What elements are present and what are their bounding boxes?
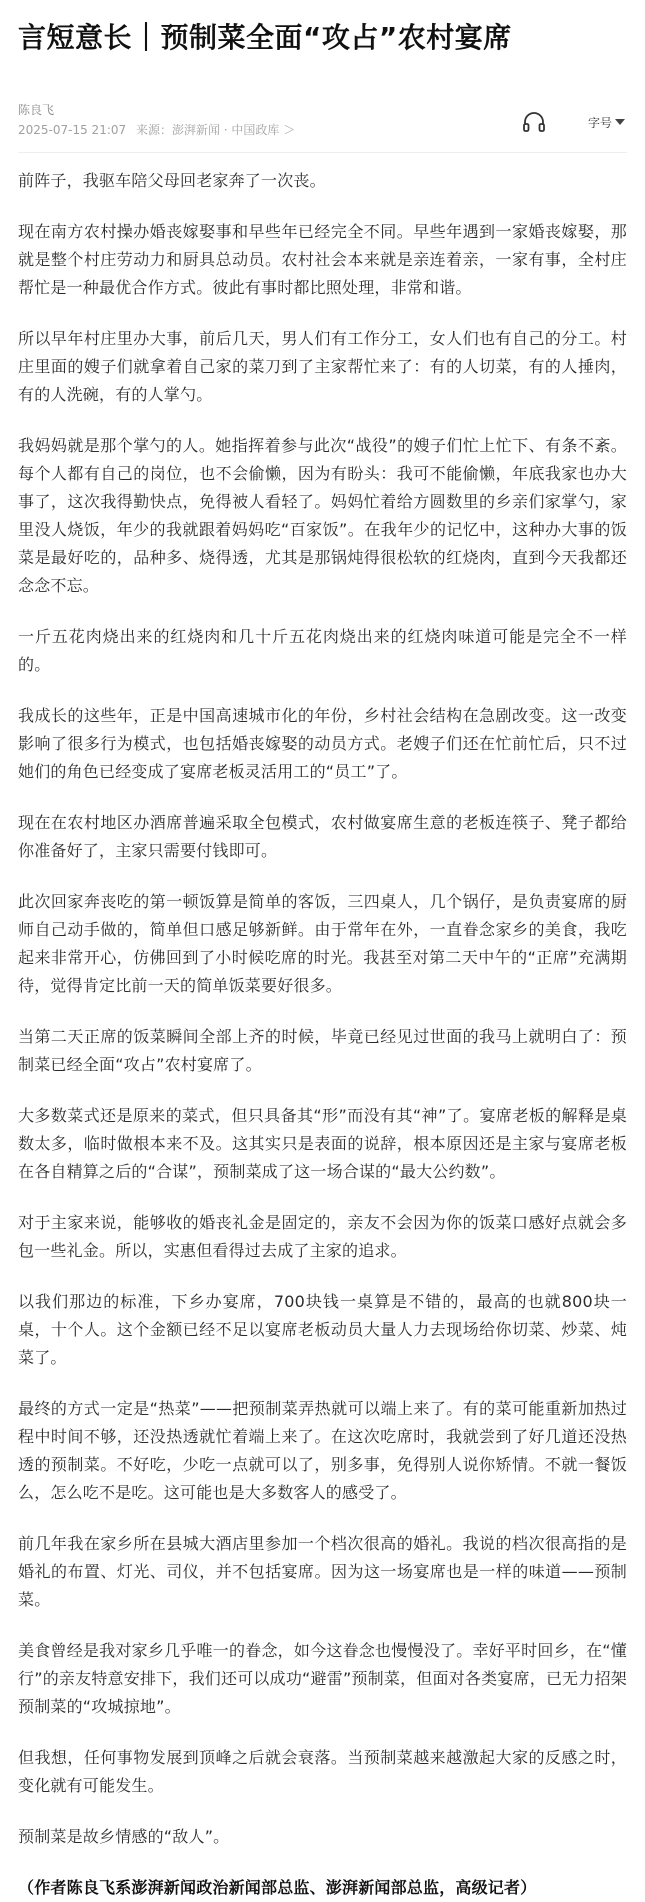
paragraph: 现在南方农村操办婚丧嫁娶事和早些年已经完全不同。早些年遇到一家婚丧嫁娶，那就是整个村庄劳动力和厨具总动员。农村社会本来就是亲连着亲，一家有事，全村庄帮忙是一种最优合作方式。彼此有事时都比照处理，非常和谐。 bbox=[18, 222, 627, 297]
paragraph: 大多数菜式还是原来的菜式，但只具备其“形”而没有其“神”了。宴席老板的解释是桌数太多，临时做根本来不及。这其实只是表面的说辞，根本原因还是主家与宴席老板在各自精算之后的“合谋”，预制菜成了这一场合谋的“最大公约数”。 bbox=[18, 1106, 627, 1181]
paragraph: 预制菜是故乡情感的“敌人”。 bbox=[18, 1827, 230, 1846]
headphones-icon[interactable] bbox=[522, 112, 546, 132]
article-title: 言短意长｜预制菜全面“攻占”农村宴席 bbox=[18, 21, 512, 54]
paragraph: 我成长的这些年，正是中国高速城市化的年份，乡村社会结构在急剧改变。这一改变影响了很多行为模式，也包括婚丧嫁娶的动员方式。老嫂子们还在忙前忙后，只不过她们的角色已经变成了宴席老板灵活用工的“员工”了。 bbox=[18, 706, 627, 781]
font-size-label: 字号 bbox=[587, 115, 612, 130]
paragraph: 美食曾经是我对家乡几乎唯一的眷念，如今这眷念也慢慢没了。幸好平时回乡，在“懂行”的亲友特意安排下，我们还可以成功“避雷”预制菜，但面对各类宴席，已无力招架预制菜的“攻城掠地”。 bbox=[18, 1641, 627, 1716]
paragraph: 所以早年村庄里办大事，前后几天，男人们有工作分工，女人们也有自己的分工。村庄里面的嫂子们就拿着自己家的菜刀到了主家帮忙来了：有的人切菜，有的人捶肉，有的人洗碗，有的人掌勺。 bbox=[18, 329, 627, 404]
paragraph: 前阵子，我驱车陪父母回老家奔了一次丧。 bbox=[18, 171, 326, 190]
paragraph: 以我们那边的标准，下乡办宴席，700块钱一桌算是不错的，最高的也就800块一桌，十个人。这个金额已经不足以宴席老板动员大量人力去现场给你切菜、炒菜、炖菜了。 bbox=[18, 1292, 627, 1367]
publish-datetime: 2025-07-15 21:07 bbox=[18, 123, 127, 137]
author-byline: （作者陈良飞系澎湃新闻政治新闻部总监、澎湃新闻部总监，高级记者） bbox=[18, 1878, 537, 1897]
article-meta bbox=[18, 102, 627, 142]
meta-divider bbox=[18, 152, 627, 153]
article-body bbox=[18, 167, 627, 1902]
paragraph: 一斤五花肉烧出来的红烧肉和几十斤五花肉烧出来的红烧肉味道可能是完全不一样的。 bbox=[18, 627, 627, 674]
paragraph: 对于主家来说，能够收的婚丧礼金是固定的，亲友不会因为你的饭菜口感好点就会多包一些礼金。所以，实惠但看得过去成了主家的追求。 bbox=[18, 1213, 627, 1260]
paragraph: 前几年我在家乡所在县城大酒店里参加一个档次很高的婚礼。我说的档次很高指的是婚礼的布置、灯光、司仪，并不包括宴席。因为这一场宴席也是一样的味道——预制菜。 bbox=[18, 1534, 627, 1609]
source-link[interactable]: 来源：澎湃新闻 · 中国政库 ＞ bbox=[135, 123, 296, 137]
author-name[interactable]: 陈良飞 bbox=[18, 103, 55, 117]
paragraph: 最终的方式一定是“热菜”——把预制菜弄热就可以端上来了。有的菜可能重新加热过程中时间不够，还没热透就忙着端上来了。在这次吃席时，我就尝到了好几道还没热透的预制菜。不好吃，少吃一点就可以了，别多事，免得别人说你矫情。不就一餐饭么，怎么吃不是吃。这可能也是大多数客人的感受了。 bbox=[18, 1399, 627, 1502]
paragraph: 现在在农村地区办酒席普遍采取全包模式，农村做宴席生意的老板连筷子、凳子都给你准备好了，主家只需要付钱即可。 bbox=[18, 813, 627, 860]
paragraph: 我妈妈就是那个掌勺的人。她指挥着参与此次“战役”的嫂子们忙上忙下、有条不紊。每个人都有自己的岗位，也不会偷懒，因为有盼头：我可不能偷懒，年底我家也办大事了，这次我得勤快点，免得被人看轻了。妈妈忙着给方圆数里的乡亲们家掌勺，家里没人烧饭，年少的我就跟着妈妈吃“百家饭”。在我年少的记忆中，这种办大事的饭菜是最好吃的，品种多、烧得透，尤其是那锅炖得很松软的红烧肉，直到今天我都还念念不忘。 bbox=[18, 436, 627, 595]
meta-actions bbox=[522, 112, 625, 132]
paragraph: 但我想，任何事物发展到顶峰之后就会衰落。当预制菜越来越激起大家的反感之时，变化就有可能发生。 bbox=[18, 1748, 627, 1795]
font-size-button[interactable] bbox=[588, 114, 625, 131]
caret-down-icon bbox=[615, 119, 625, 125]
paragraph: 此次回家奔丧吃的第一顿饭算是简单的客饭，三四桌人，几个锅仔，是负责宴席的厨师自己动手做的，简单但口感足够新鲜。由于常年在外，一直眷念家乡的美食，我吃起来非常开心，仿佛回到了小时候吃席的时光。我甚至对第二天中午的“正席”充满期待，觉得肯定比前一天的简单饭菜要好很多。 bbox=[18, 892, 627, 995]
paragraph: 当第二天正席的饭菜瞬间全部上齐的时候，毕竟已经见过世面的我马上就明白了：预制菜已经全面“攻占”农村宴席了。 bbox=[18, 1027, 627, 1074]
